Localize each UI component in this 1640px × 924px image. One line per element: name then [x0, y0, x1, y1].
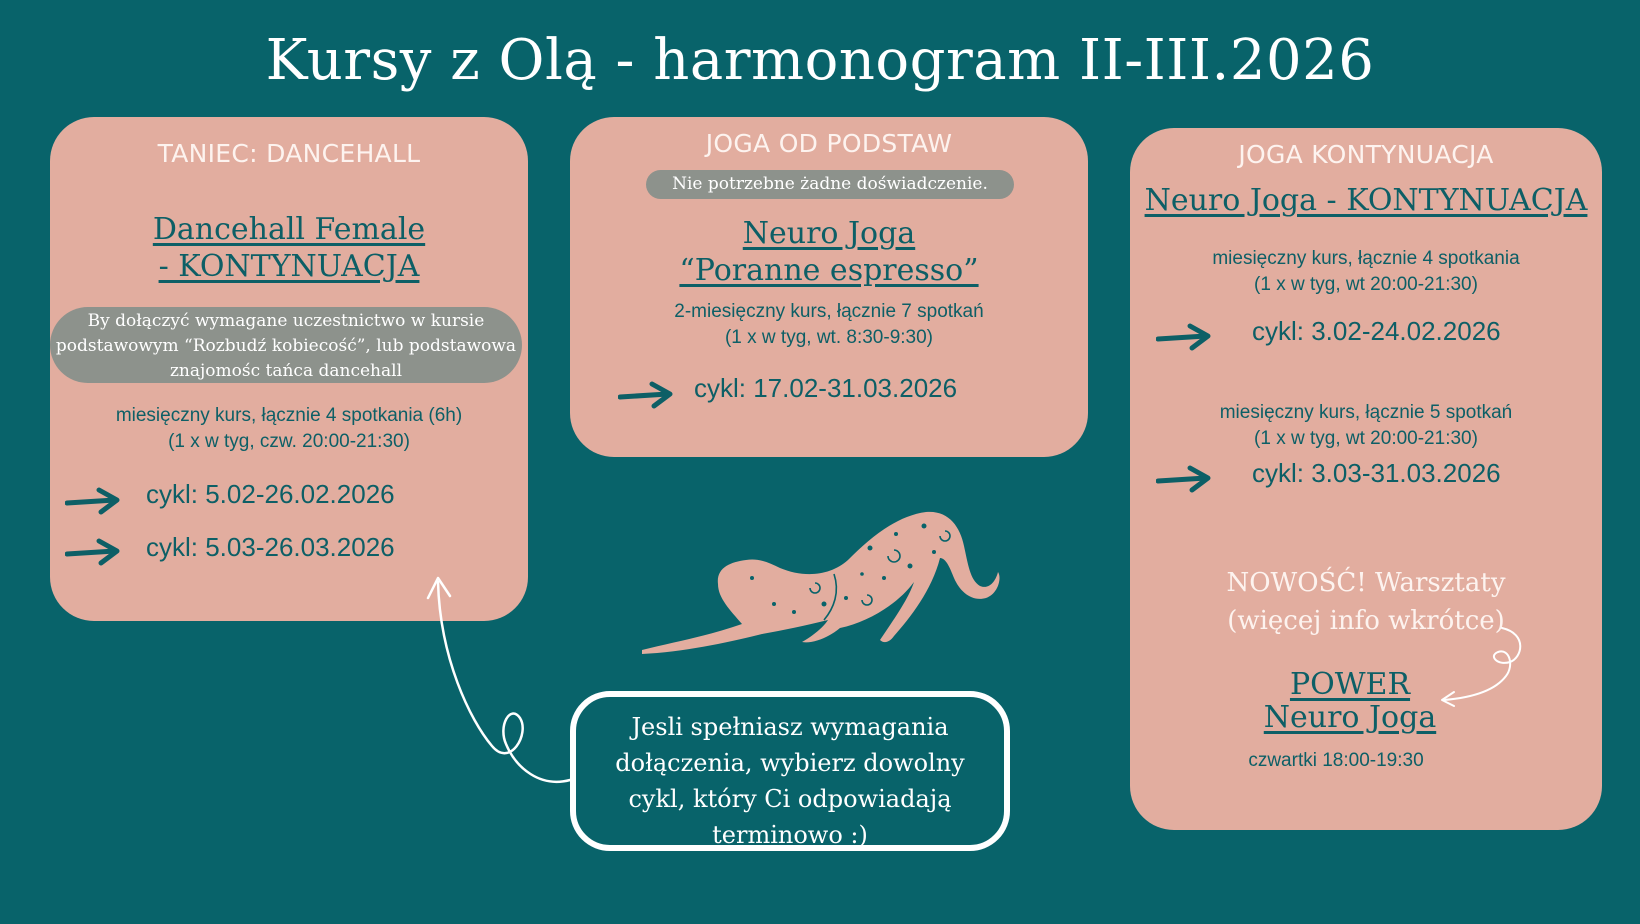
info-line: (1 x w tyg, czw. 20:00-21:30): [168, 431, 410, 452]
callout-box: [570, 691, 1010, 851]
page-title: Kursy z Olą - harmonogram II-III.2026: [265, 28, 1375, 93]
dancehall-cycle-2: cykl: 5.03-26.03.2026: [146, 532, 395, 562]
info-line: 2-miesięczny kurs, łącznie 7 spotkań: [674, 301, 984, 322]
dancehall-cycle-1: cykl: 5.02-26.02.2026: [146, 479, 395, 509]
power-yoga-time: czwartki 18:00-19:30: [1248, 750, 1424, 771]
workshops-line2: (więcej info wkrótce): [1227, 606, 1505, 636]
yoga-continuation-card: [1130, 128, 1602, 830]
yoga-basic-note-badge: Nie potrzebne żadne doświadczenie.: [646, 170, 1014, 199]
dancehall-course-line1: Dancehall Female: [152, 212, 426, 247]
yoga-basic-cycle: cykl: 17.02-31.03.2026: [694, 373, 958, 403]
yoga-basic-card: [570, 117, 1088, 457]
info-line: miesięczny kurs, łącznie 4 spotkania (6h): [115, 405, 463, 426]
power-yoga-line1: POWER: [1289, 667, 1411, 702]
dancehall-course-title[interactable]: [50, 211, 528, 285]
dancehall-requirement-badge: [50, 307, 522, 383]
leopard-illustration: [634, 508, 1006, 658]
yoga-cont-info-1: [1130, 246, 1602, 298]
power-yoga-title[interactable]: [1130, 668, 1570, 734]
info-line: (1 x w tyg, wt 20:00-21:30): [1254, 428, 1478, 449]
yoga-cont-info-2: [1130, 400, 1602, 452]
callout-line: dołączenia, wybierz dowolny: [615, 749, 965, 777]
yoga-basic-course-line1: Neuro Joga: [742, 216, 916, 251]
info-line: (1 x w tyg, wt 20:00-21:30): [1254, 274, 1478, 295]
callout-line: terminowo :): [712, 821, 868, 849]
dancehall-category: TANIEC: DANCEHALL: [157, 139, 421, 168]
workshops-line1: NOWOŚĆ! Warsztaty: [1226, 568, 1506, 598]
arrow-right-icon: [65, 537, 123, 567]
callout-line: cykl, który Ci odpowiadają: [628, 785, 952, 813]
dancehall-info: [50, 403, 528, 455]
info-line: miesięczny kurs, łącznie 4 spotkania: [1212, 248, 1520, 269]
callout-line: Jesli spełniasz wymagania: [631, 713, 949, 741]
curly-arrow-icon: [420, 568, 580, 798]
arrow-right-icon: [65, 486, 123, 516]
info-line: (1 x w tyg, wt. 8:30-9:30): [724, 327, 934, 348]
dancehall-card: [50, 117, 528, 621]
yoga-basic-course-title[interactable]: [570, 215, 1088, 289]
workshops-announcement: [1130, 564, 1602, 640]
arrow-right-icon: [1156, 322, 1214, 352]
requirement-line: By dołączyć wymagane uczestnictwo w kursie: [87, 311, 485, 331]
yoga-cont-category: JOGA KONTYNUACJA: [1238, 140, 1494, 169]
power-yoga-line2: Neuro Joga: [1263, 700, 1437, 735]
yoga-cont-course-title[interactable]: Neuro Joga - KONTYNUACJA: [1144, 183, 1588, 218]
dancehall-course-line2: - KONTYNUACJA: [158, 249, 420, 284]
yoga-basic-info: [570, 299, 1088, 351]
arrow-right-icon: [1156, 464, 1214, 494]
yoga-basic-course-line2: “Poranne espresso”: [679, 253, 979, 288]
yoga-cont-cycle-2: cykl: 3.03-31.03.2026: [1252, 458, 1501, 488]
arrow-right-icon: [618, 380, 676, 410]
yoga-cont-cycle-1: cykl: 3.02-24.02.2026: [1252, 316, 1501, 346]
yoga-basic-category: JOGA OD PODSTAW: [705, 129, 953, 158]
requirement-line: znajomośc tańca dancehall: [169, 361, 403, 381]
info-line: miesięczny kurs, łącznie 5 spotkań: [1219, 402, 1513, 423]
requirement-line: podstawowym “Rozbudź kobiecość”, lub podstawowa: [55, 336, 517, 356]
